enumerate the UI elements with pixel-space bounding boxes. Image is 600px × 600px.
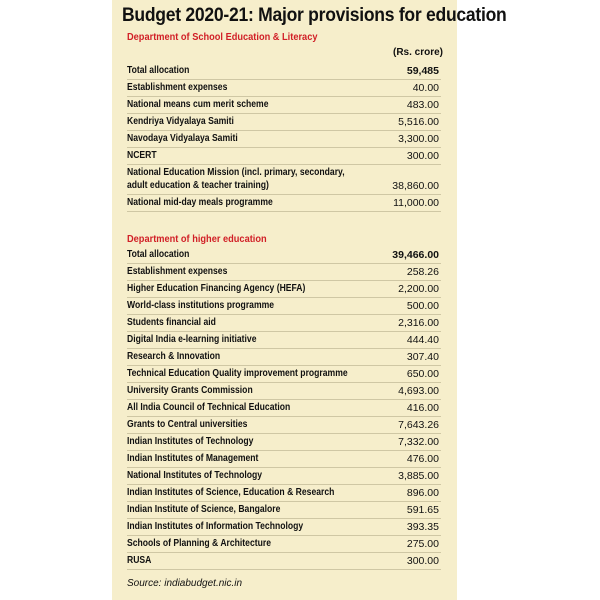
table-row [127,417,441,434]
row-label: Research & Innovation [127,351,221,362]
row-value: 7,643.26 [398,419,439,431]
table-row [127,97,441,114]
row-value: 38,860.00 [392,180,439,192]
table-row [127,315,441,332]
row-label: Digital India e-learning initiative [127,334,257,345]
table-row [127,148,441,165]
row-value: 258.26 [406,266,439,278]
row-value: 39,466.00 [392,249,439,261]
table-row [127,264,441,281]
table-row [127,485,441,502]
table-row [127,195,441,212]
row-value: 3,300.00 [398,133,439,145]
row-value: 307.40 [406,351,439,363]
table-row [127,553,441,570]
row-value: 444.40 [406,334,439,346]
row-value: 896.00 [406,487,439,499]
row-label: Establishment expenses [127,266,228,277]
row-label: Indian Institutes of Technology [127,436,254,447]
row-value: 500.00 [406,300,439,312]
table-row [127,114,441,131]
table-row [127,451,441,468]
table-row [127,80,441,97]
row-label: Establishment expenses [127,82,228,93]
row-label: Total allocation [127,65,190,76]
table-row [127,519,441,536]
row-value: 275.00 [406,538,439,550]
row-value: 483.00 [406,99,439,111]
table-row [127,62,441,80]
row-value: 40.00 [412,82,439,94]
row-label: Technical Education Quality improvement programme [127,368,348,379]
row-value: 2,316.00 [398,317,439,329]
row-label: Higher Education Financing Agency (HEFA) [127,283,306,294]
row-label: RUSA [127,555,152,566]
table-row [127,332,441,349]
row-label: University Grants Commission [127,385,253,396]
row-value: 5,516.00 [398,116,439,128]
table-row [127,400,441,417]
table-row [127,349,441,366]
row-value: 3,885.00 [398,470,439,482]
row-label: National Institutes of Technology [127,470,263,481]
row-label: Indian Institute of Science, Bangalore [127,504,281,515]
row-value: 4,693.00 [398,385,439,397]
table-row [127,247,441,264]
row-label: Indian Institutes of Management [127,453,259,464]
row-value: 476.00 [406,453,439,465]
row-value: 59,485 [406,65,439,77]
section-heading-school: Department of School Education & Literacy [127,31,318,43]
row-label: All India Council of Technical Education [127,402,291,413]
table-row [127,366,441,383]
row-value: 650.00 [406,368,439,380]
row-label: Schools of Planning & Architecture [127,538,271,549]
row-label: Indian Institutes of Science, Education & Research [127,487,335,498]
source-note: Source: indiabudget.nic.in [127,578,243,589]
row-label: Students financial aid [127,317,216,328]
row-label-continued: adult education & teacher training) [127,180,269,191]
row-value: 300.00 [406,150,439,162]
table-row [127,536,441,553]
row-label: Total allocation [127,249,190,260]
table-row [127,502,441,519]
row-value: 393.35 [406,521,439,533]
row-label: Navodaya Vidyalaya Samiti [127,133,238,144]
page-title: Budget 2020-21: Major provisions for education [122,4,507,26]
row-label: Kendriya Vidyalaya Samiti [127,116,234,127]
row-label: World-class institutions programme [127,300,275,311]
table-row [127,131,441,148]
table-row [127,383,441,400]
row-label: Indian Institutes of Information Technology [127,521,304,532]
row-value: 11,000.00 [393,197,439,209]
row-label: NCERT [127,150,157,161]
row-value: 416.00 [406,402,439,414]
row-value: 7,332.00 [398,436,439,448]
table-row [127,281,441,298]
row-value: 300.00 [406,555,439,567]
row-label: National mid-day meals programme [127,197,273,208]
row-value: 2,200.00 [398,283,439,295]
section-heading-higher: Department of higher education [127,233,267,245]
row-value: 591.65 [406,504,439,516]
table-row [127,434,441,451]
unit-label: (Rs. crore) [392,47,443,58]
row-label: National Education Mission (incl. primary, secondary, [127,167,345,178]
table-row [127,468,441,485]
table-row [127,298,441,315]
table-row [127,165,441,195]
row-label: Grants to Central universities [127,419,248,430]
row-label: National means cum merit scheme [127,99,269,110]
